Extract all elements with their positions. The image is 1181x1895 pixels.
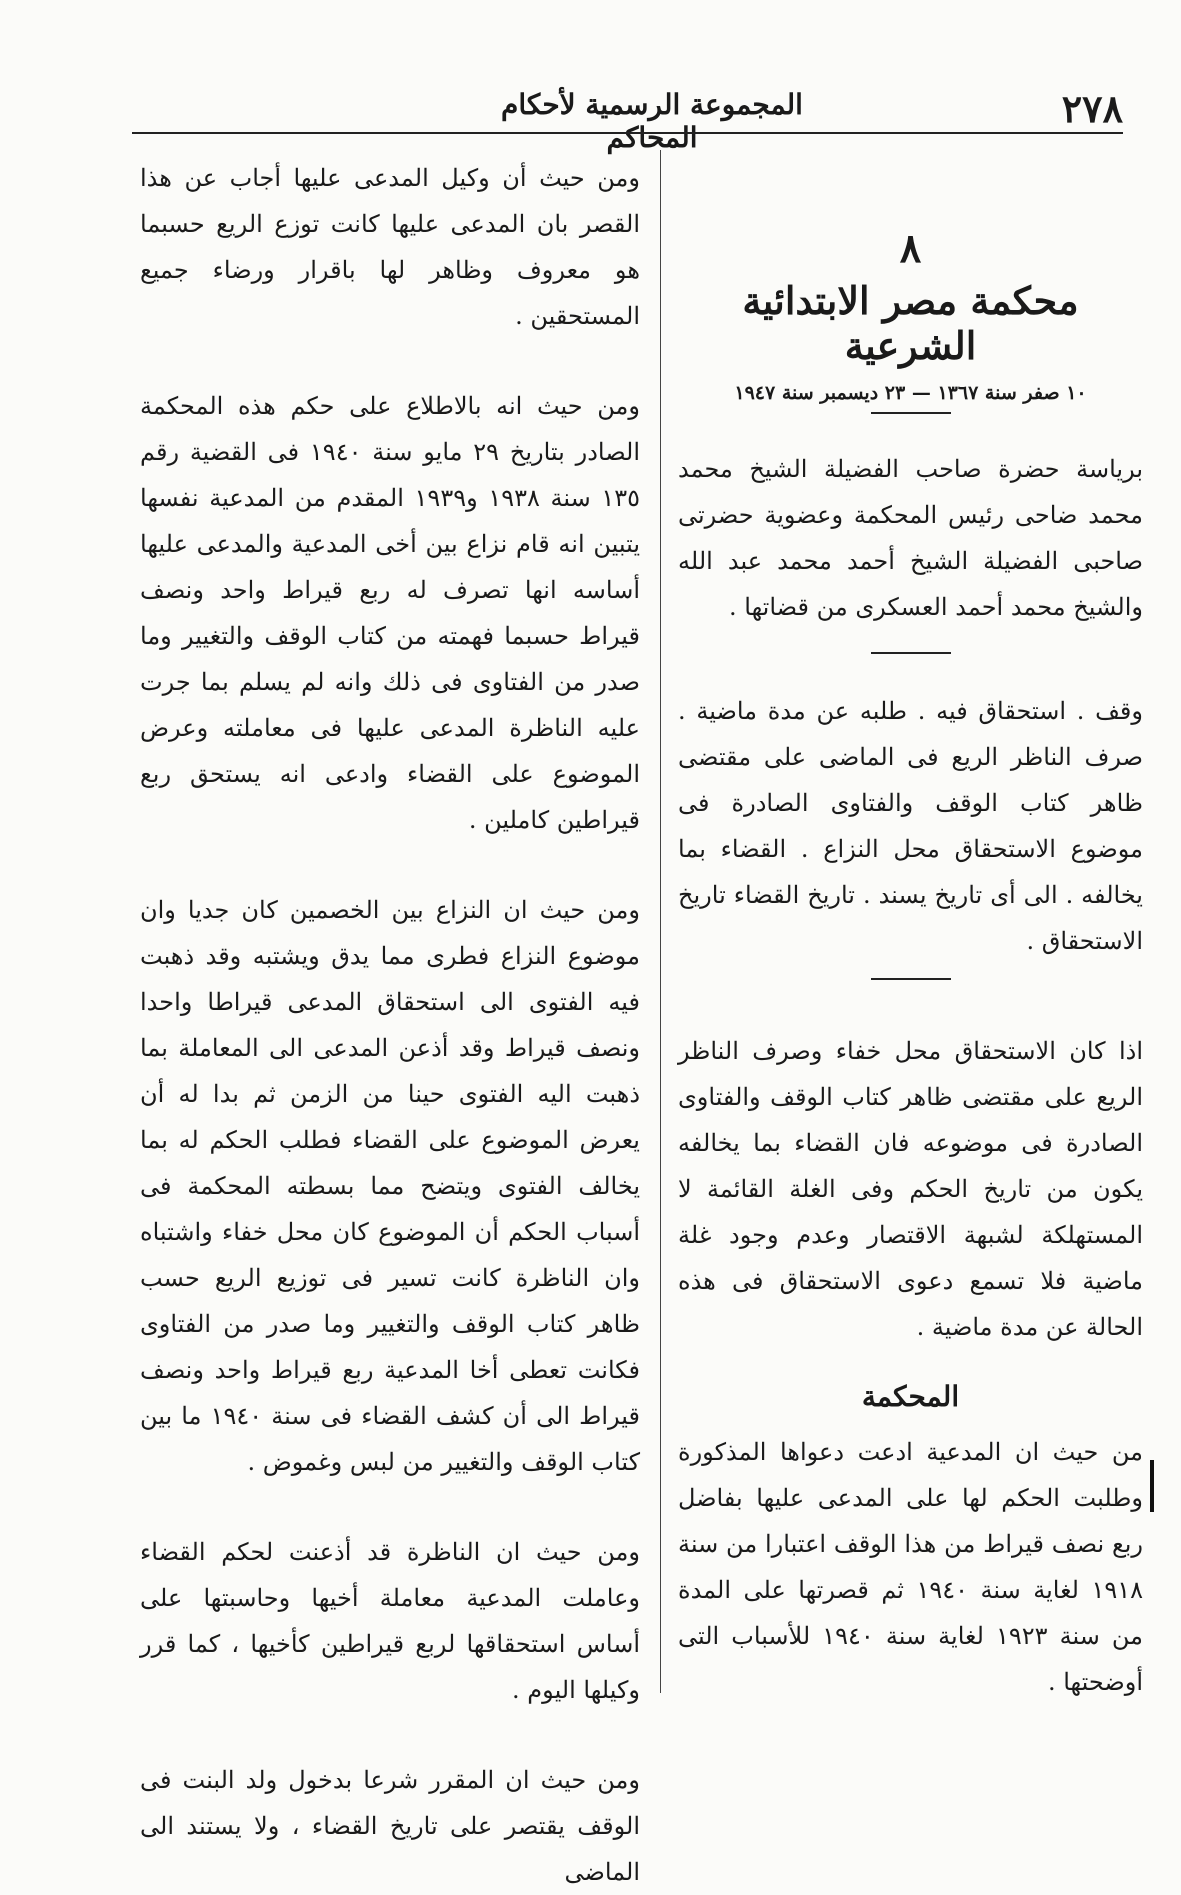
paragraph: ومن حيث ان النزاع بين الخصمين كان جديا وان موضوع النزاع فطرى مما يدق ويشتبه وقد ذهبت فيه الفتوى الى استحقاق المدعى قيراطا واحدا ونصف قيراط وقد أذعن المدعى الى المعاملة بما ذهبت اليه الفتوى حينا من الزمن ثم بدا له أن يعرض الموضوع على القضاء فطلب الحكم له بما يخالف الفتوى ويتضح مما بسطته المحكمة فى أسباب الحكم أن الموضوع كان محل خفاء واشتباه وان الناظرة كانت تسير فى توزيع الريع حسب ظاهر كتاب الوقف والتغيير وما صدر من الفتاوى فكانت تعطى أخا المدعية ربع قيراط واحد ونصف قيراط الى أن كشف القضاء فى سنة ١٩٤٠ ما بين كتاب الوقف والتغيير من لبس وغموض .	[140, 896, 641, 1476]
paragraph-gap	[140, 843, 640, 887]
paragraph: ومن حيث انه بالاطلاع على حكم هذه المحكمة الصادر بتاريخ ٢٩ مايو سنة ١٩٤٠ فى القضية رقم ١٣٥ سنة ١٩٣٨ و١٩٣٩ المقدم من المدعية نفسها يتبين انه قام نزاع بين أخى المدعية والمدعى عليها أساسه انها تصرف له ربع قيراط واحد ونصف قيراط حسبما فهمته من كتاب الوقف والتغيير وما صدر من الفتاوى فى ذلك وانه لم يسلم بما جرت عليه الناظرة المدعى عليها فى معاملته وعرض الموضوع على القضاء وادعى انه يستحق ربع قيراطين كاملين .	[140, 392, 640, 834]
column-divider	[660, 150, 661, 1693]
paragraph: ومن حيث ان الناظرة قد أذعنت لحكم القضاء وعاملت المدعية معاملة أخيها وحاسبتها على أساس استحقاقها لربع قيراطين كأخيها ، كما قرر وكيلها اليوم .	[140, 1538, 640, 1704]
separator-rule	[871, 412, 951, 414]
paragraph-gap	[140, 1485, 640, 1529]
presidency-paragraph: برياسة حضرة صاحب الفضيلة الشيخ محمد محمد ضاحى رئيس المحكمة وعضوية حضرتى صاحبى الفضيلة الشيخ أحمد محمد عبد الله والشيخ محمد أحمد العسكرى من قضاتها .	[678, 455, 1143, 621]
margin-mark	[1150, 1460, 1154, 1512]
section-title: المحكمة	[861, 1380, 960, 1413]
paragraph: ومن حيث أن وكيل المدعى عليها أجاب عن هذا القصر بان المدعى عليها كانت توزع الريع حسبما هو معروف وظاهر لها باقرار ورضاء جميع المستحقين .	[140, 164, 640, 330]
page-header	[132, 86, 1123, 154]
separator-rule	[871, 978, 951, 980]
case-date: ١٠ صفر سنة ١٣٦٧ — ٢٣ ديسمبر سنة ١٩٤٧	[734, 382, 1087, 404]
case-number: ٨	[899, 225, 922, 272]
keywords-paragraph: وقف . استحقاق فيه . طلبه عن مدة ماضية . صرف الناظر الريع فى الماضى على مقتضى ظاهر كتاب الوقف والفتاوى الصادرة فى موضوع الاستحقاق محل النزاع . القضاء بما يخالفه . الى أى تاريخ يسند . تاريخ القضاء تاريخ الاستحقاق .	[678, 697, 1143, 955]
paragraph-gap	[140, 339, 640, 383]
paragraph: ومن حيث ان المقرر شرعا بدخول ولد البنت فى الوقف يقتصر على تاريخ القضاء ، ولا يستند الى الماضى	[140, 1766, 640, 1886]
principle-paragraph: اذا كان الاستحقاق محل خفاء وصرف الناظر الريع على مقتضى ظاهر كتاب الوقف والفتاوى الصادرة فى موضوعه فان القضاء بما يخالفه يكون من تاريخ الحكم وفى الغلة القائمة لا المستهلكة لشبهة الاقتصار وعدم وجود غلة ماضية فلا تسمع دعوى الاستحقاق فى هذه الحالة عن مدة ماضية .	[678, 1037, 1143, 1341]
page-number: ٢٧٨	[1061, 86, 1123, 131]
court-title: محكمة مصر الابتدائية الشرعية	[742, 278, 1079, 368]
court-paragraph: من حيث ان المدعية ادعت دعواها المذكورة وطلبت الحكم لها على المدعى عليها بفاضل ربع نصف قيراط من هذا الوقف اعتبارا من سنة ١٩١٨ لغاية سنة ١٩٤٠ ثم قصرتها على المدة من سنة ١٩٢٣ لغاية سنة ١٩٤٠ للأسباب التى أوضحتها .	[678, 1438, 1144, 1696]
header-rule	[132, 132, 1123, 134]
right-column	[678, 155, 1143, 1705]
left-column	[140, 155, 640, 1895]
running-title: المجموعة الرسمية لأحكام المحاكم	[501, 88, 803, 154]
paragraph-gap	[140, 1713, 640, 1757]
separator-rule	[871, 652, 951, 654]
